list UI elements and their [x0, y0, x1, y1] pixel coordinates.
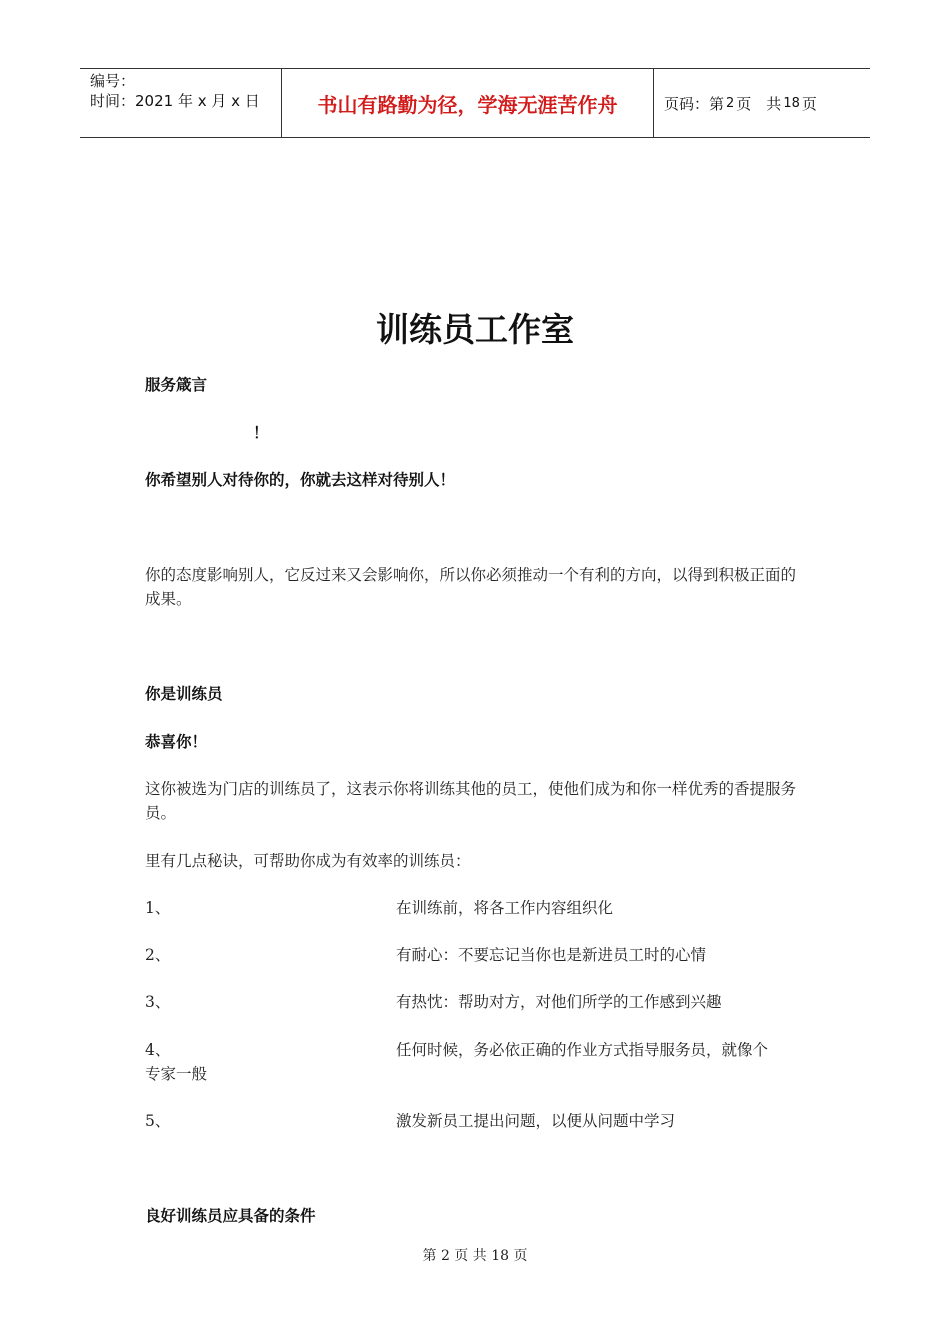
tip-number: 1、	[145, 899, 171, 917]
page-title: 训练员工作室	[376, 310, 574, 349]
header-motto: 书山有路勤为径，学海无涯苦作舟	[281, 69, 654, 137]
header-left-cell	[80, 69, 281, 137]
tip-number: 2、	[145, 946, 171, 964]
tip-number: 3、	[145, 993, 171, 1011]
tip-text: 有耐心：不要忘记当你也是新进员工时的心情	[396, 946, 707, 964]
header-number-label: 编号：	[90, 72, 136, 90]
exclaim-mark: ！	[253, 424, 269, 442]
header-page-suffix: 页	[801, 94, 817, 113]
attitude-paragraph: 你的态度影响别人，它反过来又会影响你，所以你必须推动一个有利的方向，以得到积极正面的成果。	[145, 566, 797, 608]
header-page-prefix: 页码：第	[664, 94, 725, 113]
tip-text-continued: 专家一般	[145, 1065, 208, 1083]
conditions-heading: 良好训练员应具备的条件	[145, 1207, 316, 1225]
header-time-label: 时间：2021 年 x 月 x 日	[90, 92, 260, 110]
header-page-total: 18	[783, 95, 800, 111]
golden-rule: 你希望别人对待你的，你就去这样对待别人！	[145, 471, 456, 489]
document-header	[80, 68, 870, 138]
congrats-heading: 恭喜你！	[145, 733, 208, 751]
tip-text: 任何时候，务必依正确的作业方式指导服务员，就像个	[396, 1041, 769, 1059]
selected-paragraph: 这你被选为门店的训练员了，这表示你将训练其他的员工，使他们成为和你一样优秀的香提服务员。	[145, 780, 797, 822]
tip-text: 激发新员工提出问题，以便从问题中学习	[396, 1112, 676, 1130]
header-page-mid: 页 共	[736, 94, 782, 113]
header-page-info	[654, 69, 870, 137]
service-heading: 服务箴言	[145, 376, 208, 394]
tip-number: 4、	[145, 1041, 171, 1059]
tip-number: 5、	[145, 1112, 171, 1130]
tip-text: 在训练前，将各工作内容组织化	[396, 899, 614, 917]
tips-intro: 里有几点秘诀，可帮助你成为有效率的训练员：	[145, 852, 471, 870]
tip-text: 有热忱：帮助对方，对他们所学的工作感到兴趣	[396, 993, 722, 1011]
page-footer: 第 2 页 共 18 页	[422, 1248, 528, 1264]
you-are-trainer-heading: 你是训练员	[145, 685, 223, 703]
header-page-current: 2	[726, 95, 735, 111]
